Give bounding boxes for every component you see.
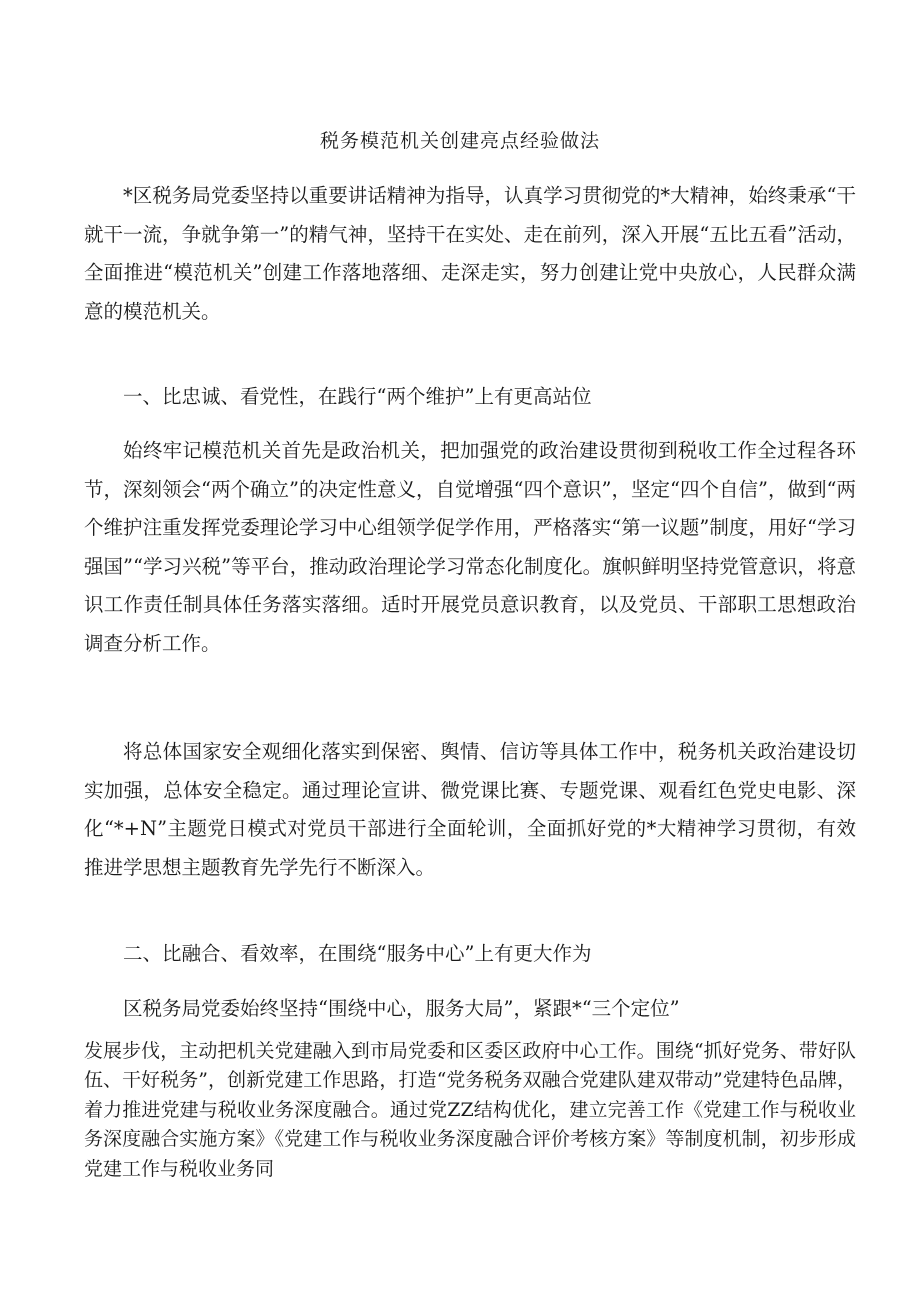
section-1-paragraph-1: 始终牢记模范机关首先是政治机关，把加强党的政治建设贯彻到税收工作全过程各环节，深刻领会“两个确立”的决定性意义，自觉增强“四个意识”，坚定“四个自信”，做到“两个维护注重发挥党委理论学习中心组领学促学作用，严格落实“第一议题”制度，用好“学习强国”“学习兴税”等平台，推动政治理论学习常态化制度化。旗帜鲜明坚持党管意识，将意识工作责任制具体任务落实落细。适时开展党员意识教育，以及党员、干部职工思想政治调查分析工作。 [84,439,856,655]
section-2-paragraph-1: 区税务局党委始终坚持“围绕中心，服务大局”，紧跟*“三个定位” [123,997,680,1020]
document-title: 税务模范机关创建亮点经验做法 [319,130,600,152]
section-2-heading: 二、比融合、看效率，在围绕“服务中心”上有更大作为 [123,942,592,965]
section-1-heading: 一、比忠诚、看党性，在践行“两个维护”上有更高站位 [123,385,592,408]
section-1-paragraph-2: 将总体国家安全观细化落实到保密、舆情、信访等具体工作中，税务机关政治建设切实加强，总体安全稳定。通过理论宣讲、微党课比赛、专题党课、观看红色党史电影、深化“*+N”主题党日模式对党员干部进行全面轮训，全面抓好党的*大精神学习贯彻，有效推进学思想主题教育先学先行不断深入。 [84,740,856,879]
intro-paragraph: *区税务局党委坚持以重要讲话精神为指导，认真学习贯彻党的*大精神，始终秉承“干就干一流，争就争第一”的精气神，坚持干在实处、走在前列，深入开展“五比五看”活动，全面推进“模范机关”创建工作落地落细、走深走实，努力创建让党中央放心，人民群众满意的模范机关。 [84,184,856,323]
section-2-paragraph-2: 发展步伐，主动把机关党建融入到市局党委和区委区政府中心工作。围绕“抓好党务、带好队伍、干好税务”，创新党建工作思路，打造“党务税务双融合党建队建双带动”党建特色品牌，着力推进党建与税收业务深度融合。通过党ZZ结构优化，建立完善工作《党建工作与税收业务深度融合实施方案》《党建工作与税收业务深度融合评价考核方案》等制度机制，初步形成党建工作与税收业务同 [84,1040,856,1180]
